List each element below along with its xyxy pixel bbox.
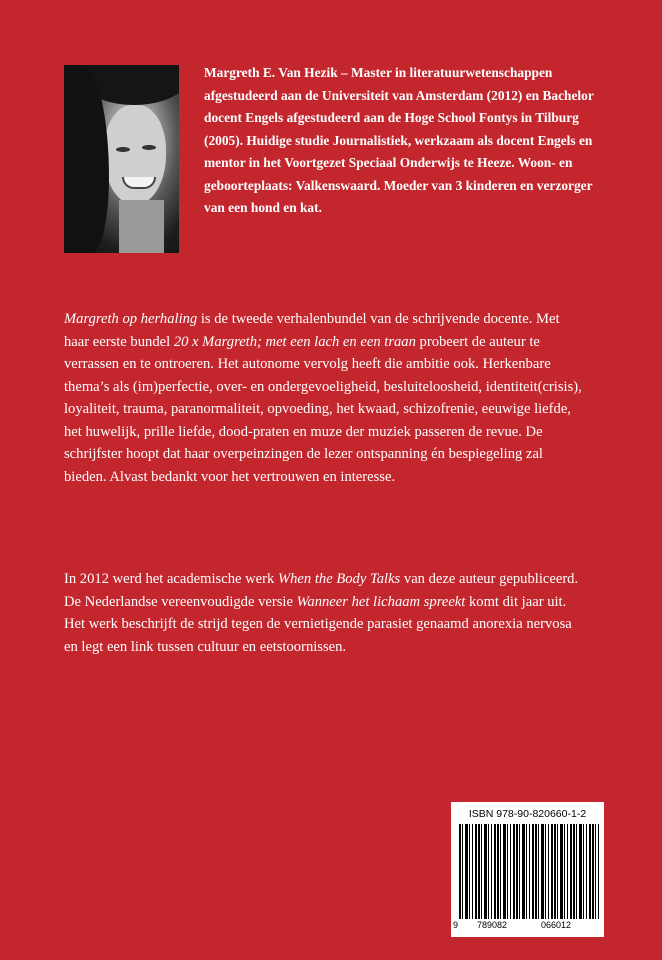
description-paragraph [64, 308, 584, 488]
book-title: Margreth op herhaling [64, 311, 198, 327]
barcode-digits-left: 789082 [477, 920, 508, 930]
first-bundle-title: 20 x Margreth; met een lach en een traan [173, 333, 416, 350]
isbn-barcode [451, 802, 604, 937]
barcode-digits-right: 066012 [541, 920, 572, 930]
academic-text-b: van deze auteur gepubliceerd. De Nederlandse vereenvoudigde versie [64, 571, 579, 610]
academic-text-a: In 2012 werd het academische werk [64, 571, 278, 587]
academic-text-c: komt dit jaar uit. Het werk beschrijft de strijd tegen de vernietigende parasiet genaamd anorexia nervosa en legt een link tussen cultuur en eetstoornissen. [64, 593, 572, 655]
isbn-label: ISBN 978-90-820660-1-2 [468, 808, 587, 820]
academic-work-paragraph [64, 568, 584, 658]
author-bio: Margreth E. Van Hezik – Master in literatuurwetenschappen afgestudeerd aan de Universiteit van Amsterdam (2012) en Bachelor docent Engels afgestudeerd aan de Hoge School Fontys in Tilburg (2005). Huidige studie Journalistiek, werkzaam als docent Engels en mentor in het Voortgezet Speciaal Onderwijs te Heeze. Woon- en geboorteplaats: Valkenswaard. Moeder van 3 kinderen en verzorger van een hond en kat. [204, 65, 594, 215]
academic-work-title: When the Body Talks [277, 571, 401, 587]
author-photo [64, 65, 179, 253]
description-text-a: is de tweede verhalenbundel van de schrijvende docente. Met haar eerste bundel [64, 311, 560, 350]
description-text-b: probeert de auteur te verrassen en te ontroeren. Het autonome vervolg heeft die ambitie ook. Herkenbare thema’s als (im)perfectie, over- en ondergevoeligheid, besluiteloosheid, identiteit(crisis), loyaliteit, trauma, paranormaliteit, opvoeding, het kwaad, schizofrenie, eeuwige liefde, het huwelijk, prille liefde, dood-praten en muze der muziek passeren de revue. De schrijfster hoopt dat haar overpeinzingen de lezer ontspanning én bespiegeling zal bieden. Alvast bedankt voor het vertrouwen en interesse. [64, 333, 582, 485]
barcode-digit-first: 9 [453, 920, 459, 930]
barcode-bars [459, 824, 599, 919]
dutch-version-title: Wanneer het lichaam spreekt [296, 593, 466, 610]
barcode-digits [451, 920, 604, 934]
